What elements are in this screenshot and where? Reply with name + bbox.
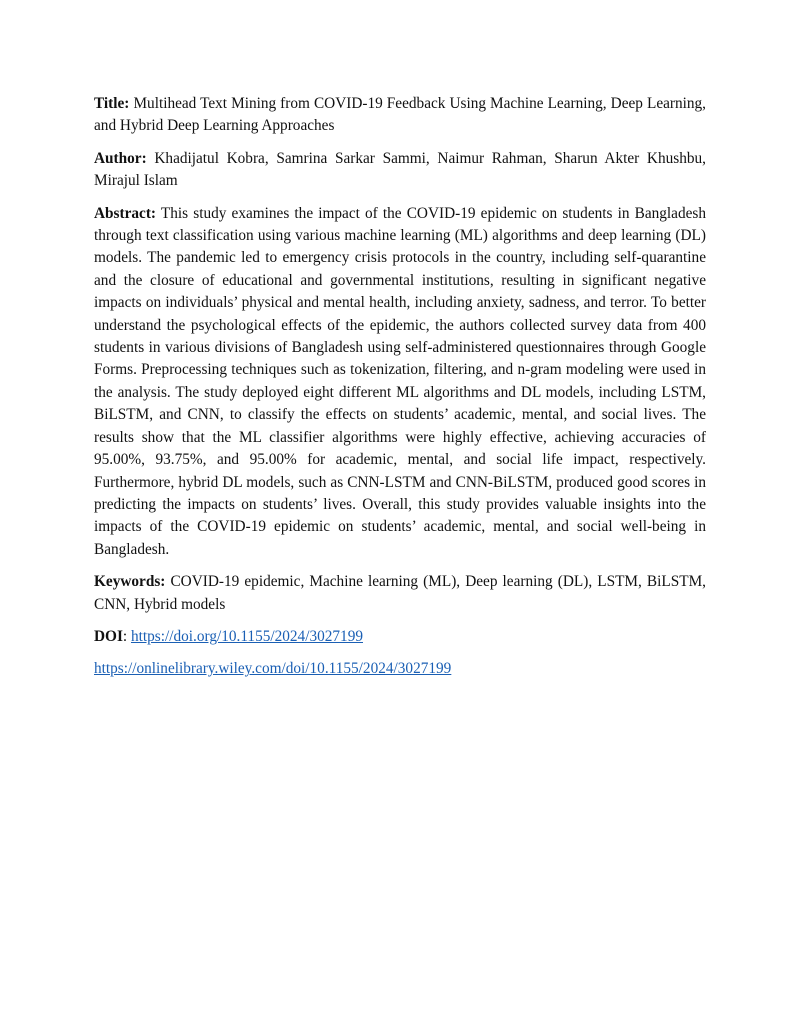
author-paragraph [94, 148, 706, 193]
doi-label: DOI [94, 627, 123, 645]
author-label: Author: [94, 149, 147, 167]
wiley-link-paragraph [94, 658, 706, 680]
title-paragraph [94, 93, 706, 138]
doi-paragraph [94, 626, 706, 648]
abstract-text: This study examines the impact of the COVID-19 epidemic on students in Bangladesh through text classification using various machine learning (ML) algorithms and deep learning (DL) models. The pandemic led to emergency crisis protocols in the country, including self-quarantine and the closure of educational and governmental institutions, resulting in significant negative impacts on individuals’ physical and mental health, including anxiety, sadness, and terror. To better understand the psychological effects of the epidemic, the authors collected survey data from 400 students in various divisions of Bangladesh using self-administered questionnaires through Google Forms. Preprocessing techniques such as tokenization, filtering, and n-gram modeling were used in the analysis. The study deployed eight different ML algorithms and DL models, including LSTM, BiLSTM, and CNN, to classify the effects on students’ academic, mental, and social lives. The results show that the ML classifier algorithms were highly effective, achieving accuracies of 95.00%, 93.75%, and 95.00% for academic, mental, and social life impact, respectively. Furthermore, hybrid DL models, such as CNN-LSTM and CNN-BiLSTM, produced good scores in predicting the impacts on students’ lives. Overall, this study provides valuable insights into the impacts of the COVID-19 epidemic on students’ academic, mental, and social well-being in Bangladesh. [94, 204, 706, 558]
doi-separator: : [122, 627, 128, 645]
wiley-link[interactable]: https://onlinelibrary.wiley.com/doi/10.1155/2024/3027199 [94, 660, 452, 678]
keywords-label: Keywords: [94, 573, 166, 591]
title-label: Title: [94, 95, 130, 112]
title-text: Multihead Text Mining from COVID-19 Feedback Using Machine Learning, Deep Learning, and Hybrid Deep Learning Approaches [94, 95, 707, 135]
author-text: Khadijatul Kobra, Samrina Sarkar Sammi, Naimur Rahman, Sharun Akter Khushbu, Mirajul Islam [94, 149, 706, 190]
abstract-label: Abstract: [94, 204, 157, 222]
keywords-text: COVID-19 epidemic, Machine learning (ML), Deep learning (DL), LSTM, BiLSTM, CNN, Hybrid models [94, 573, 707, 613]
abstract-paragraph [94, 203, 706, 562]
document-page [94, 93, 706, 691]
keywords-paragraph [94, 571, 706, 616]
doi-link[interactable]: https://doi.org/10.1155/2024/3027199 [130, 627, 363, 645]
